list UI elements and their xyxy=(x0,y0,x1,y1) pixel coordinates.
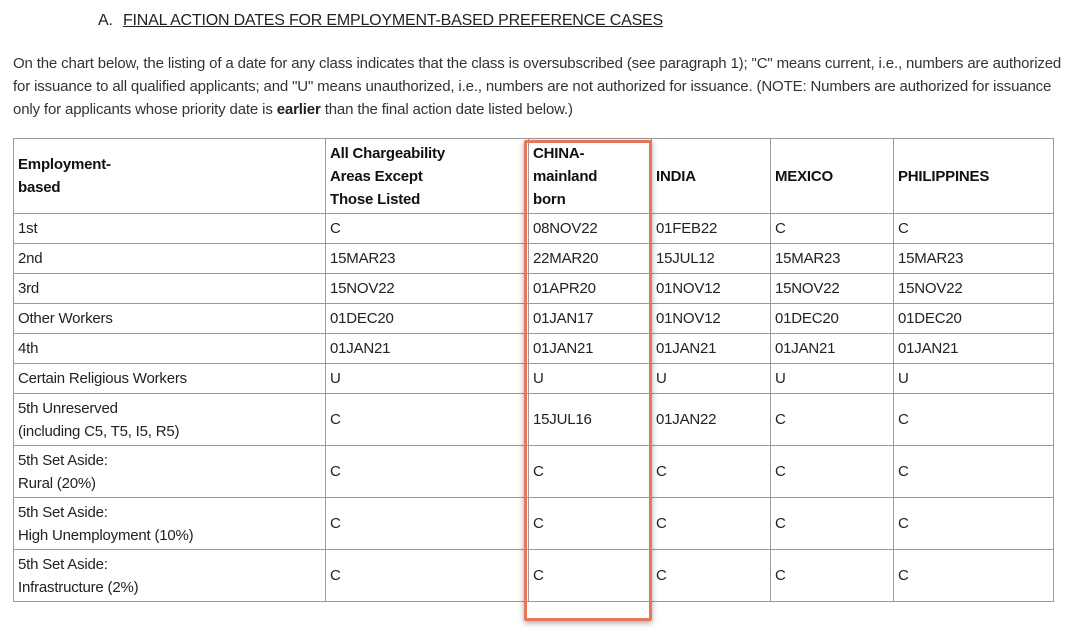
cell-all-chargeability: C xyxy=(326,498,529,550)
header-line: born xyxy=(533,190,566,208)
section-title-text: FINAL ACTION DATES FOR EMPLOYMENT-BASED PREFERENCE CASES xyxy=(122,12,663,29)
header-china xyxy=(529,139,652,214)
header-line: Employment- xyxy=(18,156,111,173)
cell-india: U xyxy=(652,364,771,394)
cell-mexico: 15MAR23 xyxy=(771,244,894,274)
header-line: based xyxy=(18,179,61,196)
header-line: All Chargeability xyxy=(330,144,445,162)
row-category xyxy=(14,550,326,602)
table-row-1st xyxy=(14,214,1054,244)
header-line: PHILIPPINES xyxy=(898,167,990,185)
cell-mexico: C xyxy=(771,214,894,244)
row-category xyxy=(14,446,326,498)
header-philippines xyxy=(894,139,1054,214)
cell-all-chargeability: 15NOV22 xyxy=(326,274,529,304)
cell-china: 08NOV22 xyxy=(529,214,652,244)
row-category xyxy=(14,394,326,446)
cell-mexico: U xyxy=(771,364,894,394)
cell-india: C xyxy=(652,446,771,498)
cell-india: C xyxy=(652,498,771,550)
table-row-5th-infrastructure xyxy=(14,550,1054,602)
row-category: Certain Religious Workers xyxy=(14,364,326,394)
header-line: Those Listed xyxy=(330,190,421,208)
cell-india: 01JAN21 xyxy=(652,334,771,364)
cell-india: 01FEB22 xyxy=(652,214,771,244)
cell-mexico: C xyxy=(771,498,894,550)
cell-philippines: C xyxy=(894,394,1054,446)
cell-china: C xyxy=(529,550,652,602)
cell-india: 01JAN22 xyxy=(652,394,771,446)
cell-mexico: 01JAN21 xyxy=(771,334,894,364)
cell-philippines: C xyxy=(894,550,1054,602)
cell-india: 01NOV12 xyxy=(652,274,771,304)
row-category: 3rd xyxy=(14,274,326,304)
cell-all-chargeability: U xyxy=(326,364,529,394)
cell-china: C xyxy=(529,446,652,498)
row-category-line: 5th Set Aside: xyxy=(18,503,108,521)
header-line: INDIA xyxy=(656,167,696,185)
section-letter: A. xyxy=(98,12,113,29)
table-row-other-workers xyxy=(14,304,1054,334)
row-category-line: High Unemployment (10%) xyxy=(18,526,194,544)
intro-text-end: than the final action date listed below.) xyxy=(320,101,573,118)
table-row-4th xyxy=(14,334,1054,364)
cell-china: 22MAR20 xyxy=(529,244,652,274)
cell-philippines: 15NOV22 xyxy=(894,274,1054,304)
section-title xyxy=(98,12,663,30)
cell-philippines: C xyxy=(894,498,1054,550)
header-line: MEXICO xyxy=(775,167,833,185)
cell-philippines: 15MAR23 xyxy=(894,244,1054,274)
row-category: 4th xyxy=(14,334,326,364)
header-line: mainland xyxy=(533,167,598,185)
row-category: Other Workers xyxy=(14,304,326,334)
row-category-line: Rural (20%) xyxy=(18,474,96,492)
cell-china: 15JUL16 xyxy=(529,394,652,446)
header-all-chargeability xyxy=(326,139,529,214)
row-category-line: (including C5, T5, I5, R5) xyxy=(18,422,180,440)
intro-text: On the chart below, the listing of a date for any class indicates that the class is oversubscribed (see paragraph 1); "C" means current, i.e., numbers are authorized for issuance to all qualified applicants; and "U" means unauthorized, i.e., numbers are not authorized for issuance. (NOTE: Numbers are authorized for issuance only for applicants whose priority date is xyxy=(13,55,1062,118)
cell-china: 01JAN17 xyxy=(529,304,652,334)
table-row-religious-workers xyxy=(14,364,1054,394)
cell-india: 01NOV12 xyxy=(652,304,771,334)
cell-india: 15JUL12 xyxy=(652,244,771,274)
cell-india: C xyxy=(652,550,771,602)
row-category-line: 5th Set Aside: xyxy=(18,451,108,469)
cell-china: 01JAN21 xyxy=(529,334,652,364)
header-mexico xyxy=(771,139,894,214)
cell-mexico: 01DEC20 xyxy=(771,304,894,334)
table-row-5th-unreserved xyxy=(14,394,1054,446)
cell-mexico: 15NOV22 xyxy=(771,274,894,304)
row-category-line: Infrastructure (2%) xyxy=(18,578,139,596)
cell-all-chargeability: C xyxy=(326,214,529,244)
table-row-5th-rural xyxy=(14,446,1054,498)
header-line: CHINA- xyxy=(533,144,585,162)
intro-paragraph xyxy=(13,52,1063,121)
row-category-line: 5th Set Aside: xyxy=(18,555,108,573)
cell-all-chargeability: 15MAR23 xyxy=(326,244,529,274)
cell-philippines: C xyxy=(894,446,1054,498)
cell-china: 01APR20 xyxy=(529,274,652,304)
cell-all-chargeability: C xyxy=(326,446,529,498)
table-row-5th-high-unemployment xyxy=(14,498,1054,550)
row-category xyxy=(14,498,326,550)
cell-philippines: 01JAN21 xyxy=(894,334,1054,364)
intro-bold-earlier: earlier xyxy=(276,101,321,118)
cell-all-chargeability: C xyxy=(326,394,529,446)
cell-all-chargeability: C xyxy=(326,550,529,602)
header-employment-based xyxy=(14,139,326,214)
row-category: 2nd xyxy=(14,244,326,274)
cell-all-chargeability: 01DEC20 xyxy=(326,304,529,334)
table-row-2nd xyxy=(14,244,1054,274)
table-row-3rd xyxy=(14,274,1054,304)
final-action-dates-table xyxy=(13,138,1054,602)
header-row xyxy=(14,139,1054,214)
cell-mexico: C xyxy=(771,394,894,446)
row-category-line: 5th Unreserved xyxy=(18,399,118,417)
cell-china: U xyxy=(529,364,652,394)
header-line: Areas Except xyxy=(330,167,423,185)
cell-china: C xyxy=(529,498,652,550)
cell-philippines: 01DEC20 xyxy=(894,304,1054,334)
cell-mexico: C xyxy=(771,550,894,602)
cell-mexico: C xyxy=(771,446,894,498)
header-india xyxy=(652,139,771,214)
row-category: 1st xyxy=(14,214,326,244)
cell-all-chargeability: 01JAN21 xyxy=(326,334,529,364)
cell-philippines: C xyxy=(894,214,1054,244)
cell-philippines: U xyxy=(894,364,1054,394)
